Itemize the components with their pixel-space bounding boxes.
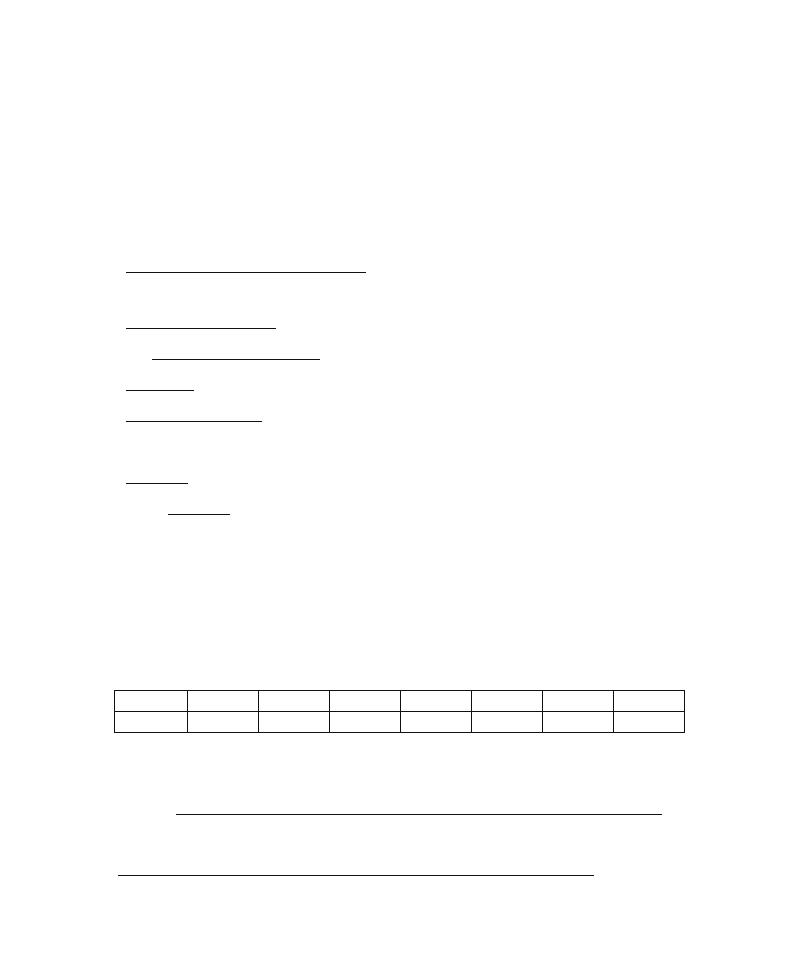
table-cell [401,691,472,712]
table-cell [188,712,259,733]
answer-blank[interactable] [126,376,194,391]
q2-item1b [152,345,320,364]
table-row [115,691,685,712]
q2-item3 [126,407,262,426]
q2-item1 [126,314,276,333]
heart-icon [622,234,644,254]
answer-blank[interactable] [126,258,366,273]
score-table [114,690,685,733]
table-header-cell [115,712,188,733]
table-cell [188,691,259,712]
table-header-cell [115,691,188,712]
table-cell [259,691,330,712]
table-cell [472,712,543,733]
q2-item4b [168,500,230,519]
table-cell [614,712,685,733]
answer-blank[interactable] [176,800,662,815]
table-row [115,712,685,733]
heart-icon [284,88,306,108]
table-cell [614,691,685,712]
answer-blank[interactable] [118,861,594,876]
q2-item4 [126,469,188,488]
table-cell [543,712,614,733]
q1-prompt [130,90,156,106]
table-cell [259,712,330,733]
q2-item2 [126,376,194,395]
answer-blank[interactable] [126,314,276,329]
table-cell [472,691,543,712]
answer-blank[interactable] [168,500,230,515]
answer-blank[interactable] [126,469,188,484]
temperature-chart [426,306,726,472]
answer-blank[interactable] [152,345,320,360]
table-cell [401,712,472,733]
fill-blank-2 [126,258,366,277]
table-cell [543,691,614,712]
answer-blank[interactable] [194,407,262,422]
method-2-answer [118,861,594,880]
fill-blank-1 [126,236,294,252]
method-1-answer [176,800,662,819]
table-cell [330,712,401,733]
table-cell [330,691,401,712]
answer-blank[interactable] [126,407,194,422]
